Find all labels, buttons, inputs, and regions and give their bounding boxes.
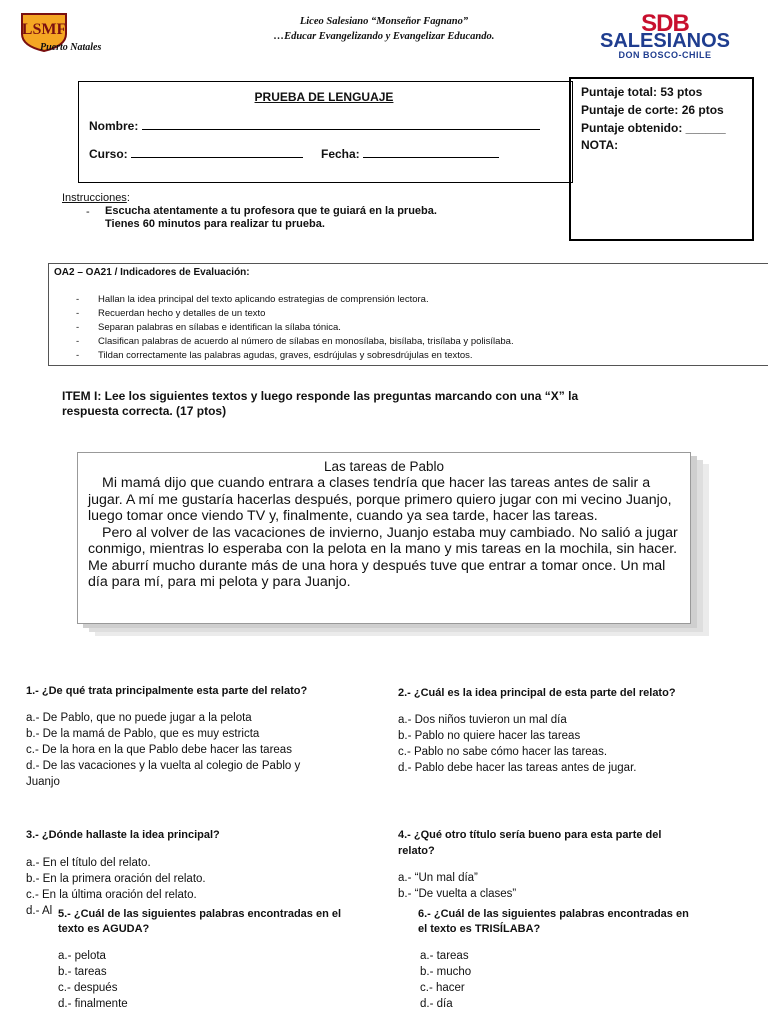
q5-option-c[interactable]: c.- después	[58, 982, 118, 994]
question-6-line-2: el texto es TRISÍLABA?	[418, 923, 541, 935]
indicators-list	[98, 293, 514, 363]
story-text	[88, 475, 680, 591]
story-title: Las tareas de Pablo	[323, 459, 445, 474]
item1-instruction-line-2: respuesta correcta. (17 ptos)	[62, 404, 227, 418]
list-item: - Clasifican palabras de acuerdo al número de sílabas en monosílaba, bisílaba, trisílaba y polisílaba.	[98, 335, 514, 349]
q3-option-b[interactable]: b.- En la primera oración del relato.	[26, 873, 206, 885]
score-box	[569, 77, 754, 241]
q2-option-c[interactable]: c.- Pablo no sabe cómo hacer las tareas.	[398, 746, 608, 758]
date-field[interactable]	[321, 147, 499, 161]
name-blank[interactable]	[142, 119, 540, 130]
test-title: PRUEBA DE LENGUAJE	[254, 90, 394, 104]
course-blank[interactable]	[131, 147, 303, 158]
question-2: 2.- ¿Cuál es la idea principal de esta parte del relato?	[398, 687, 676, 699]
date-blank[interactable]	[363, 147, 499, 158]
sdb-logo-text: SDB	[641, 10, 689, 37]
cutoff-score: Puntaje de corte: 26 ptos	[581, 103, 724, 117]
school-location-label: Puerto Natales	[40, 42, 102, 53]
q4-option-b[interactable]: b.- “De vuelta a clases”	[398, 888, 517, 900]
instruction-line-1: Escucha atentamente a tu profesora que te guiará en la prueba.	[105, 205, 437, 217]
instructions-heading: Instrucciones:	[62, 192, 130, 204]
question-5-line-1: 5.- ¿Cuál de las siguientes palabras encontradas en el	[58, 908, 342, 920]
q3-option-a[interactable]: a.- En el título del relato.	[26, 857, 151, 869]
salesianos-logo	[586, 10, 744, 60]
question-5-line-2: texto es AGUDA?	[58, 923, 150, 935]
q5-option-a[interactable]: a.- pelota	[58, 950, 106, 962]
school-motto: …Educar Evangelizando y Evangelizar Educando.	[273, 31, 495, 42]
q6-option-d[interactable]: d.- día	[420, 998, 453, 1010]
indicators-heading: OA2 – OA21 / Indicadores de Evaluación:	[54, 267, 250, 278]
q6-option-b[interactable]: b.- mucho	[420, 966, 472, 978]
q2-option-d[interactable]: d.- Pablo debe hacer las tareas antes de jugar.	[398, 762, 637, 774]
name-label: Nombre:	[89, 119, 139, 133]
school-name: Liceo Salesiano “Monseñor Fagnano”	[299, 16, 469, 27]
question-3: 3.- ¿Dónde hallaste la idea principal?	[26, 829, 220, 841]
total-score: Puntaje total: 53 ptos	[581, 85, 703, 99]
course-label: Curso:	[89, 147, 128, 161]
item1-instruction-line-1: ITEM I: Lee los siguientes textos y luego responde las preguntas marcando con una “X” la	[62, 389, 579, 403]
instructions-dash-icon: -	[86, 206, 90, 218]
student-info-box	[78, 81, 573, 183]
q4-option-a[interactable]: a.- “Un mal día”	[398, 872, 478, 884]
date-label: Fecha:	[321, 147, 360, 161]
story-paragraph-1: Mi mamá dijo que cuando entrara a clases tendría que hacer las tareas antes de salir a jugar. A mí me gustaría hacerlas después, porque primero quiero jugar con mi vecino Juanjo, luego tomar once viendo TV y, finalmente, cuando ya sea tarde, hacer las tareas.	[88, 475, 672, 524]
story-card	[77, 452, 691, 624]
q1-option-d-continued: Juanjo	[26, 776, 60, 788]
q5-option-d[interactable]: d.- finalmente	[58, 998, 128, 1010]
q2-option-b[interactable]: b.- Pablo no quiere hacer las tareas	[398, 730, 581, 742]
q1-option-b[interactable]: b.- De la mamá de Pablo, que es muy estricta	[26, 728, 260, 740]
list-item: - Tildan correctamente las palabras agudas, graves, esdrújulas y sobresdrújulas en textos.	[98, 349, 514, 363]
q3-option-d[interactable]: d.- Al	[26, 905, 53, 917]
don-bosco-logo-text: DON BOSCO-CHILE	[618, 50, 712, 60]
svg-text:LSMF: LSMF	[21, 21, 67, 38]
salesianos-logo-text: SALESIANOS	[599, 30, 731, 52]
q6-option-a[interactable]: a.- tareas	[420, 950, 469, 962]
name-field[interactable]	[89, 119, 540, 133]
q1-option-a[interactable]: a.- De Pablo, que no puede jugar a la pelota	[26, 712, 252, 724]
q1-option-c[interactable]: c.- De la hora en la que Pablo debe hacer las tareas	[26, 744, 292, 756]
grade-label: NOTA:	[581, 138, 619, 152]
question-6-line-1: 6.- ¿Cuál de las siguientes palabras encontradas en	[418, 908, 689, 920]
question-4-line-2: relato?	[398, 845, 435, 857]
question-4-line-1: 4.- ¿Qué otro título sería bueno para esta parte del	[398, 829, 662, 841]
q6-option-c[interactable]: c.- hacer	[420, 982, 465, 994]
list-item: - Separan palabras en sílabas e identifican la sílaba tónica.	[98, 321, 514, 335]
list-item: - Hallan la idea principal del texto aplicando estrategias de comprensión lectora.	[98, 293, 514, 307]
instruction-line-2: Tienes 60 minutos para realizar tu prueba.	[105, 218, 325, 230]
indicators-box	[48, 263, 768, 366]
q5-option-b[interactable]: b.- tareas	[58, 966, 107, 978]
q3-option-c[interactable]: c.- En la última oración del relato.	[26, 889, 197, 901]
q2-option-a[interactable]: a.- Dos niños tuvieron un mal día	[398, 714, 567, 726]
q1-option-d[interactable]: d.- De las vacaciones y la vuelta al colegio de Pablo y	[26, 760, 301, 772]
list-item: - Recuerdan hecho y detalles de un texto	[98, 307, 514, 321]
story-paragraph-2: Pero al volver de las vacaciones de invierno, Juanjo estaba muy cambiado. No salió a jugar conmigo, mientras lo esperaba con la pelota en la mano y mis tareas en la mochila, sin hacer. Me aburrí mucho durante más de una hora y después tuve que entrar a tomar once. Un mal día para mí, para mi pelota y para Juanjo.	[88, 524, 678, 590]
course-field[interactable]	[89, 147, 303, 161]
question-1: 1.- ¿De qué trata principalmente esta parte del relato?	[26, 685, 308, 697]
obtained-score: Puntaje obtenido: ______	[581, 121, 726, 135]
